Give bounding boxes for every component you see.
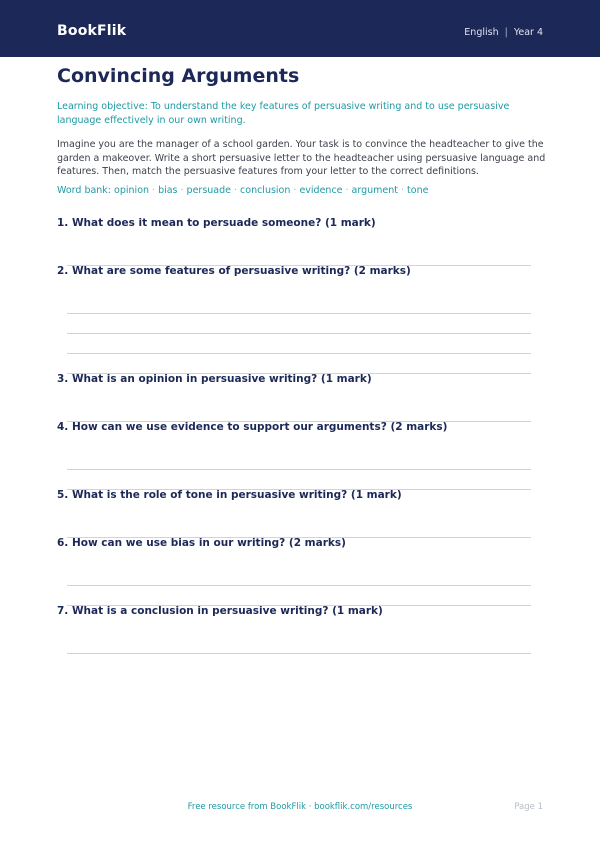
intro-paragraph: Imagine you are the manager of a school garden. Your task is to convince the headteacher to give the garden a makeover. Write a short persuasive letter to the headteacher using persuasive language and features. Then, match the persuasive features from your letter to the correct definitions. <box>57 139 546 177</box>
year-label: Year 4 <box>513 27 543 38</box>
page-title: Convincing Arguments <box>57 65 300 87</box>
breadcrumb-separator: | <box>504 27 508 38</box>
brand-logo[interactable]: BookFlik <box>57 23 127 39</box>
subject-breadcrumb <box>464 27 543 38</box>
word-bank-item: opinion <box>114 185 150 196</box>
word-bank: Word bank: opinion · bias · persuade · conclusion · evidence · argument · tone <box>57 185 429 196</box>
question-6: 6. How can we use bias in our writing? (2 marks) <box>57 537 346 549</box>
word-bank-item: tone <box>407 185 429 196</box>
word-bank-item: evidence <box>299 185 343 196</box>
question-3: 3. What is an opinion in persuasive writing? (1 mark) <box>57 373 372 385</box>
question-2: 2. What are some features of persuasive writing? (2 marks) <box>57 265 411 277</box>
subject-label: English <box>464 27 499 38</box>
word-bank-item: bias <box>158 185 178 196</box>
word-bank-item: argument <box>351 185 399 196</box>
question-7: 7. What is a conclusion in persuasive writing? (1 mark) <box>57 605 383 617</box>
page-header <box>0 0 600 57</box>
page-number: Page 1 <box>514 802 543 812</box>
answer-line[interactable] <box>67 333 531 334</box>
answer-line[interactable] <box>67 653 531 654</box>
answer-line[interactable] <box>67 313 531 314</box>
question-5: 5. What is the role of tone in persuasive writing? (1 mark) <box>57 489 402 501</box>
page-footer[interactable]: Free resource from BookFlik · bookflik.com/resources <box>187 802 413 812</box>
answer-line[interactable] <box>67 469 531 470</box>
question-1: 1. What does it mean to persuade someone? (1 mark) <box>57 217 376 229</box>
word-bank-item: persuade <box>186 185 231 196</box>
answer-line[interactable] <box>67 585 531 586</box>
word-bank-label: Word bank: <box>57 185 112 196</box>
word-bank-item: conclusion <box>240 185 291 196</box>
question-4: 4. How can we use evidence to support our arguments? (2 marks) <box>57 421 448 433</box>
answer-line[interactable] <box>67 353 531 354</box>
learning-objective: Learning objective: To understand the key features of persuasive writing and to use persuasive language effectively in our own writing. <box>57 101 510 126</box>
